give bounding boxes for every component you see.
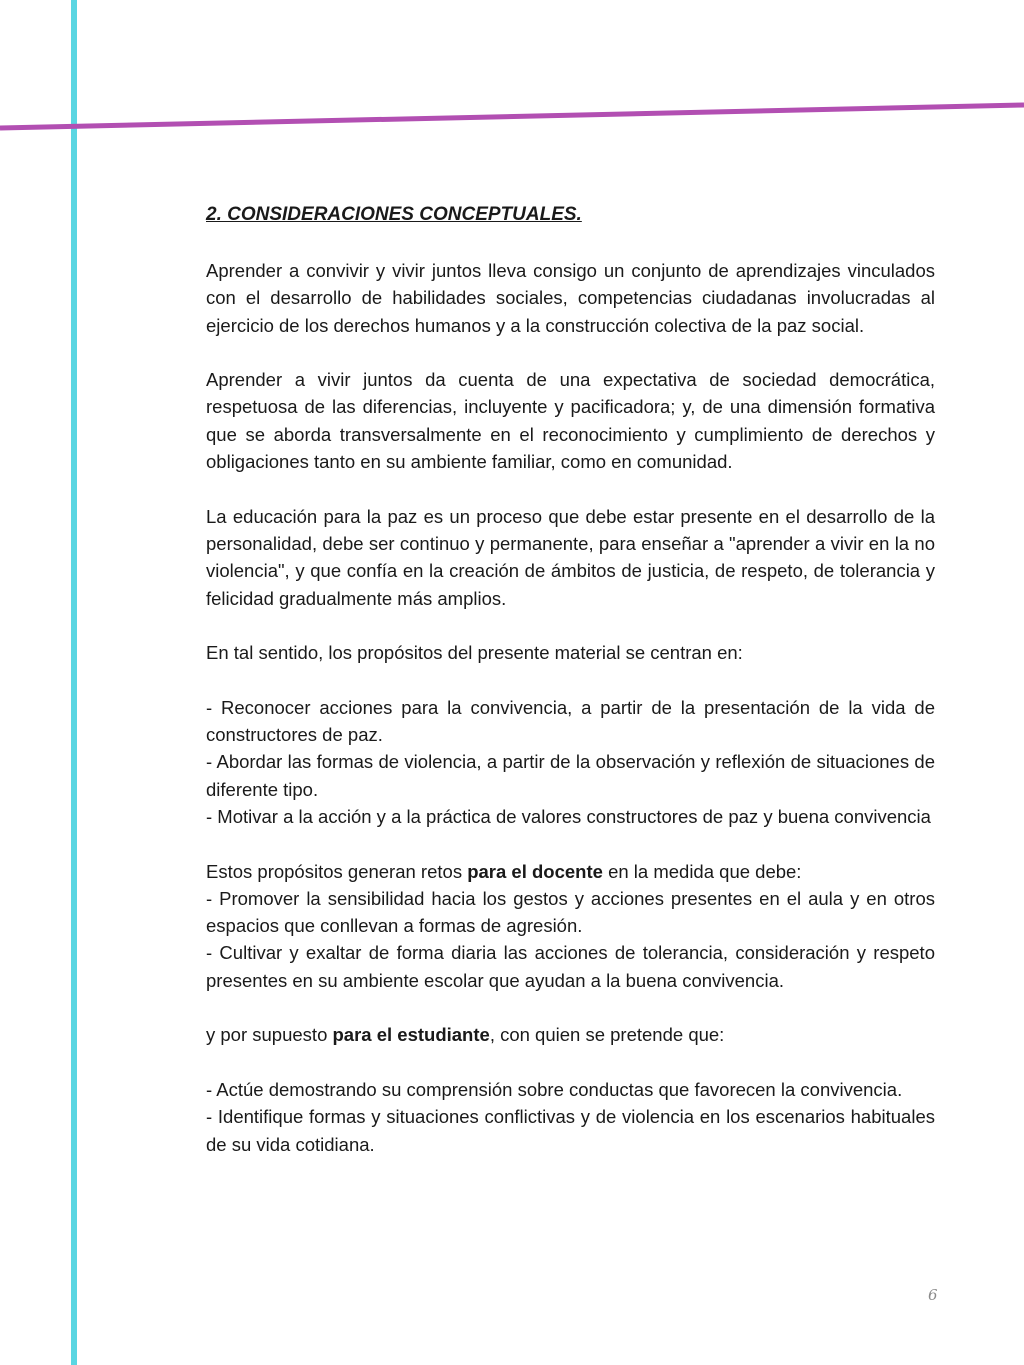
purpose-item: - Motivar a la acción y a la práctica de valores constructores de paz y buena convivencia — [206, 805, 931, 827]
student-intro — [206, 1021, 935, 1048]
student-item: - Identifique formas y situaciones conflictivas y de violencia en los escenarios habituales de su vida cotidiana. — [206, 1106, 935, 1155]
student-intro-after: , con quien se pretende que: — [489, 1024, 725, 1046]
purpose-item: - Abordar las formas de violencia, a partir de la observación y reflexión de situaciones de diferente tipo. — [206, 751, 935, 800]
teacher-intro-after: en la medida que debe: — [602, 860, 802, 882]
purpose-item: - Reconocer acciones para la convivencia, a partir de la presentación de la vida de constructores de paz. — [206, 696, 935, 746]
teacher-item: - Promover la sensibilidad hacia los gestos y acciones presentes en el aula y en otros espacios que conllevan a formas de agresión. — [206, 887, 935, 937]
purposes-list — [206, 694, 935, 830]
paragraph-4: En tal sentido, los propósitos del presente material se centran en: — [206, 642, 743, 664]
teacher-intro-before: Estos propósitos generan retos — [206, 860, 468, 882]
student-goals — [206, 1076, 935, 1158]
paragraph-3: La educación para la paz es un proceso que debe estar presente en el desarrollo de la personalidad, debe ser continuo y permanente, para enseñar a "aprender a vivir en la no violencia", y que confía en la creación de ámbitos de justicia, de respeto, de tolerancia y felicidad gradualmente más amplios. — [206, 505, 935, 609]
student-intro-before: y por supuesto — [206, 1024, 333, 1046]
paragraph-1: Aprender a convivir y vivir juntos lleva consigo un conjunto de aprendizajes vinculados con el desarrollo de habilidades sociales, competencias ciudadanas involucradas al ejercicio de los derechos humanos y a la construcción colectiva de la paz social. — [206, 260, 935, 336]
teacher-intro-bold: para el docente — [467, 860, 603, 882]
teacher-intro — [206, 858, 935, 885]
horizontal-accent-line — [0, 0, 1024, 140]
vertical-accent-line — [71, 0, 77, 1365]
document-body — [206, 200, 935, 1185]
teacher-challenges — [206, 858, 935, 994]
paragraph-2: Aprender a vivir juntos da cuenta de una expectativa de sociedad democrática, respetuosa de las diferencias, incluyente y pacificadora; y, de una dimensión formativa que se aborda transversalmente en el reconocimiento y cumplimiento de derechos y obligaciones tanto en su ambiente familiar, como en comunidad. — [206, 369, 935, 473]
teacher-item: - Cultivar y exaltar de forma diaria las acciones de tolerancia, consideración y respeto presentes en su ambiente escolar que ayudan a la buena convivencia. — [206, 942, 935, 991]
student-item: - Actúe demostrando su comprensión sobre conductas que favorecen la convivencia. — [206, 1078, 903, 1100]
page-number: 6 — [928, 1286, 938, 1304]
section-heading: 2. CONSIDERACIONES CONCEPTUALES. — [206, 204, 582, 225]
student-intro-bold: para el estudiante — [332, 1024, 490, 1046]
